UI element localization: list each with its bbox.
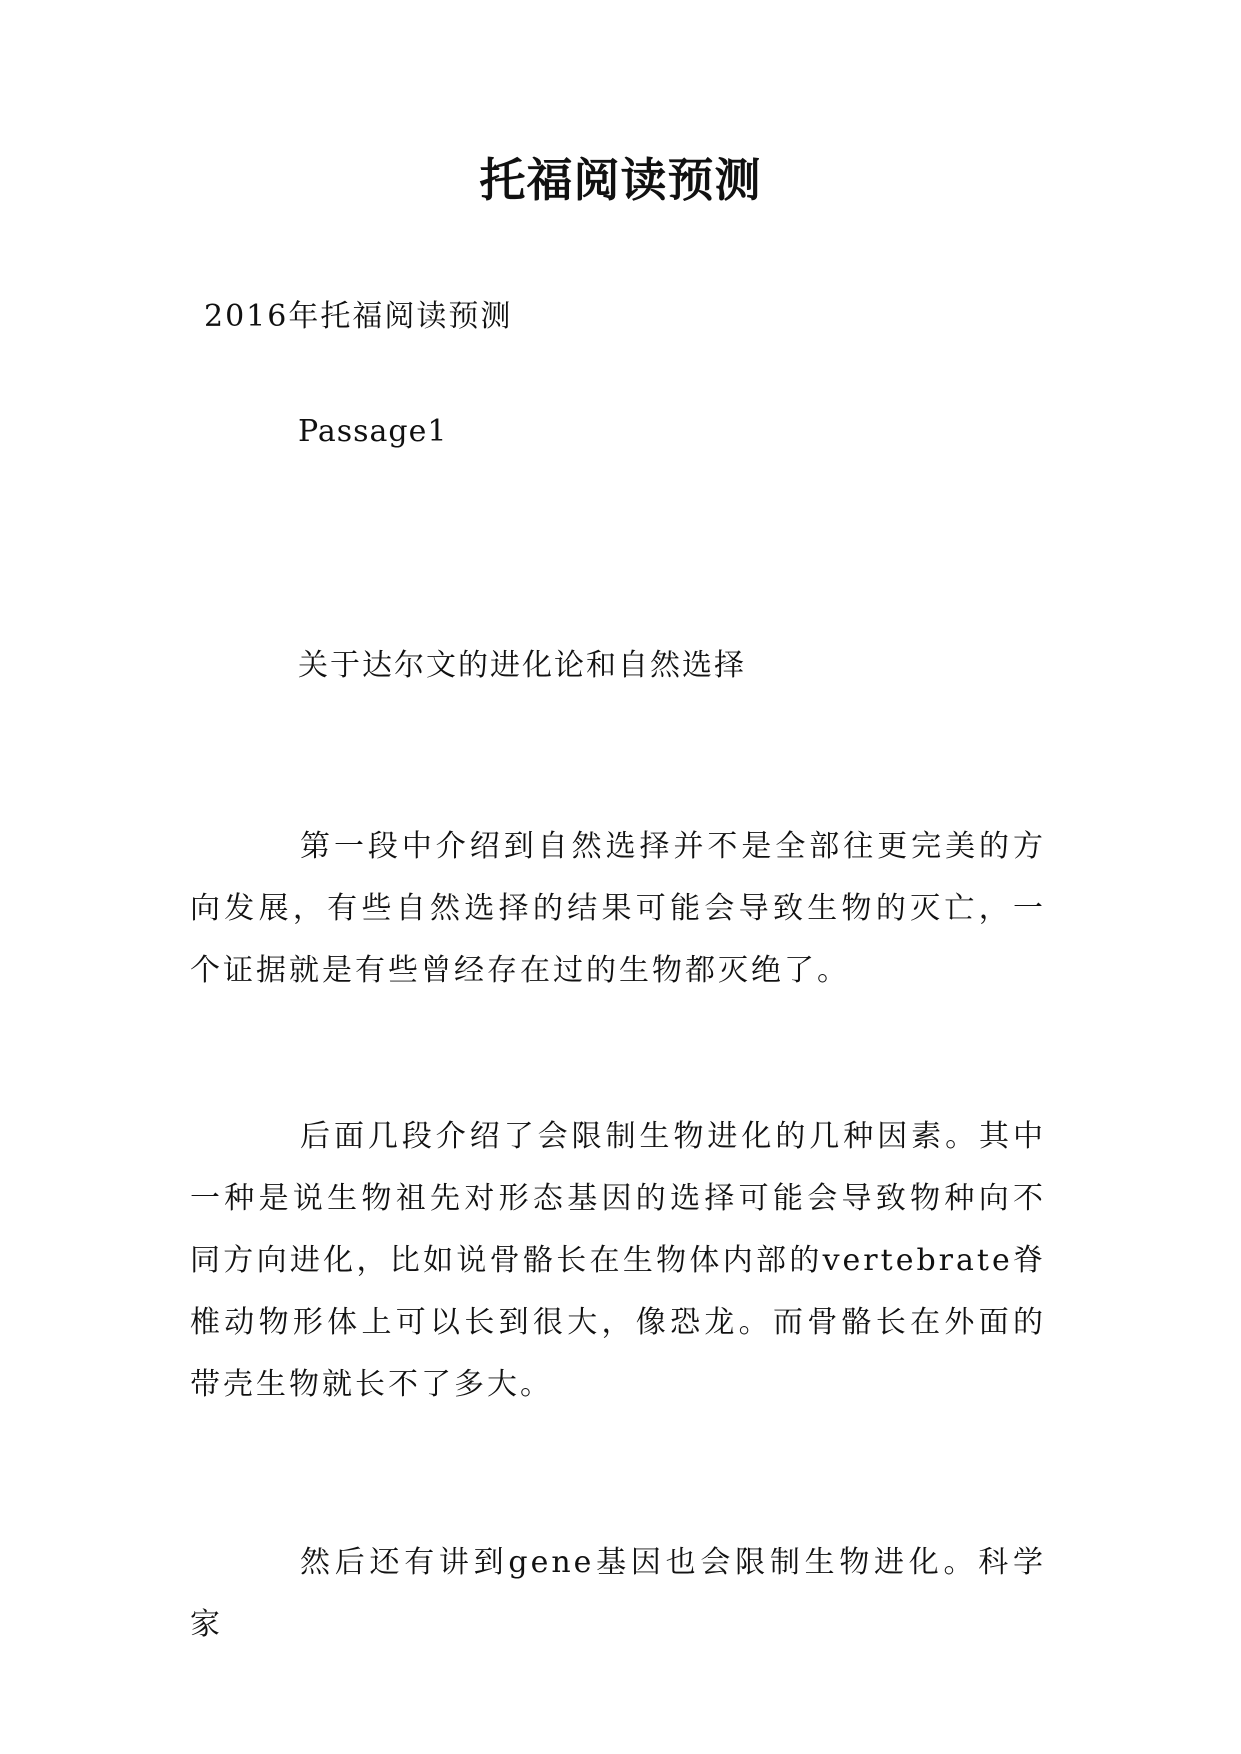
paragraph-2: 后面几段介绍了会限制生物进化的几种因素。其中一种是说生物祖先对形态基因的选择可能会导致物种向不同方向进化，比如说骨骼长在生物体内部的vertebrate脊椎动物形体上可以长到很大，像恐龙。而骨骼长在外面的带壳生物就长不了多大。 [190,1119,1046,1402]
document-title: 托福阅读预测 [479,153,762,207]
passage-label: Passage1 [298,414,448,449]
paragraph-1: 第一段中介绍到自然选择并不是全部往更完美的方向发展，有些自然选择的结果可能会导致生物的灭亡，一个证据就是有些曾经存在过的生物都灭绝了。 [190,829,1046,988]
passage-topic: 关于达尔文的进化论和自然选择 [298,648,746,683]
paragraph-3: 然后还有讲到gene基因也会限制生物进化。科学家 [190,1545,1046,1642]
document-subtitle: 2016年托福阅读预测 [204,299,513,334]
